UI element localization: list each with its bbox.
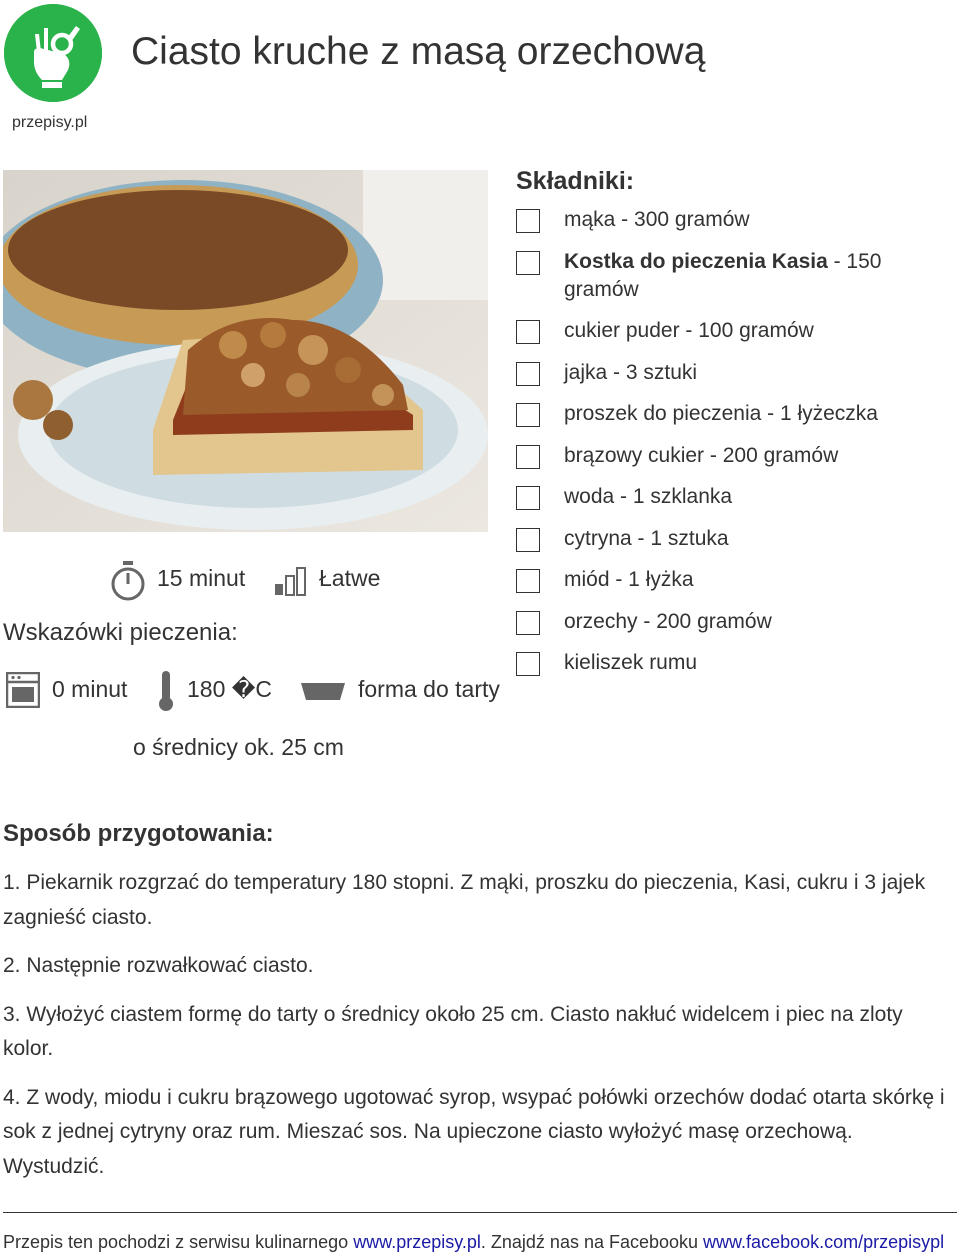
ingredients-list: [516, 206, 956, 677]
ingredient-item: proszek do pieczenia - 1 łyżeczka: [516, 400, 956, 428]
footer-divider: [3, 1212, 957, 1213]
ingredient-checkbox[interactable]: [516, 209, 540, 233]
ingredient-item: brązowy cukier - 200 gramów: [516, 442, 956, 470]
ingredient-checkbox[interactable]: [516, 611, 540, 635]
ingredient-item: mąka - 300 gramów: [516, 206, 956, 234]
facebook-link[interactable]: www.facebook.com/przepisypl: [703, 1232, 945, 1252]
preparation-step: 4. Z wody, miodu i cukru brązowego ugotować syrop, wsypać połówki orzechów dodać otarta skórkę i sok z jednej cytryny oraz rum. Mieszać sos. Na upieczone ciasto wyłożyć masę orzechową. Wystudzić.: [3, 1085, 945, 1178]
baking-dish: forma do tarty: [358, 676, 500, 702]
preparation-heading: Sposób przygotowania:: [3, 820, 274, 847]
thermometer-icon: [156, 670, 176, 712]
ingredient-item: miód - 1 łyżka: [516, 566, 956, 594]
difficulty: Łatwe: [319, 565, 381, 591]
recipe-photo: [3, 170, 488, 532]
preparation-step: 1. Piekarnik rozgrzać do temperatury 180 stopni. Z mąki, proszku do pieczenia, Kasi, cukru i 3 jajek zagnieść ciasto.: [3, 871, 926, 929]
ingredient-item: orzechy - 200 gramów: [516, 608, 956, 636]
ok-hand-icon: [4, 4, 102, 102]
ingredient-checkbox[interactable]: [516, 652, 540, 676]
stopwatch-icon: [110, 560, 146, 602]
tart-pan-icon: [300, 680, 346, 702]
oven-icon: [6, 672, 40, 708]
footer: Przepis ten pochodzi z serwisu kulinarnego www.przepisy.pl. Znajdź nas na Facebooku www.facebook.com/przepisypl: [3, 1232, 945, 1252]
ingredient-checkbox[interactable]: [516, 569, 540, 593]
preparation-step: 2. Następnie rozwałkować ciasto.: [3, 954, 314, 977]
ingredient-item: cytryna - 1 sztuka: [516, 525, 956, 553]
recipe-title: Ciasto kruche z masą orzechową: [131, 30, 706, 73]
ingredient-checkbox[interactable]: [516, 445, 540, 469]
ingredient-checkbox[interactable]: [516, 528, 540, 552]
ingredient-item: woda - 1 szklanka: [516, 483, 956, 511]
temperature: 180 �C: [187, 676, 272, 702]
przepisy-logo-icon: [4, 4, 102, 102]
bake-time: 0 minut: [52, 676, 128, 702]
ingredient-checkbox[interactable]: [516, 486, 540, 510]
ingredient-checkbox[interactable]: [516, 362, 540, 386]
ingredient-item: jajka - 3 sztuki: [516, 359, 956, 387]
ingredients-heading: Składniki:: [516, 167, 635, 195]
baking-dish-size: o średnicy ok. 25 cm: [133, 734, 344, 760]
preparation-steps: [3, 866, 953, 1198]
ingredient-item: Kostka do pieczenia Kasia - 150 gramów: [516, 248, 956, 304]
preparation-step: 3. Wyłożyć ciastem formę do tarty o średnicy około 25 cm. Ciasto nakłuć widelcem i piec na zloty kolor.: [3, 1002, 903, 1060]
ingredient-checkbox[interactable]: [516, 320, 540, 344]
site-name: przepisy.pl: [12, 114, 88, 131]
prep-time: 15 minut: [157, 565, 246, 591]
difficulty-icon: [274, 566, 308, 596]
baking-tips-heading: Wskazówki pieczenia:: [3, 619, 238, 646]
ingredient-item: cukier puder - 100 gramów: [516, 317, 956, 345]
ingredient-item: kieliszek rumu: [516, 649, 956, 677]
ingredient-checkbox[interactable]: [516, 251, 540, 275]
ingredient-checkbox[interactable]: [516, 403, 540, 427]
przepisy-link[interactable]: www.przepisy.pl: [353, 1232, 481, 1252]
